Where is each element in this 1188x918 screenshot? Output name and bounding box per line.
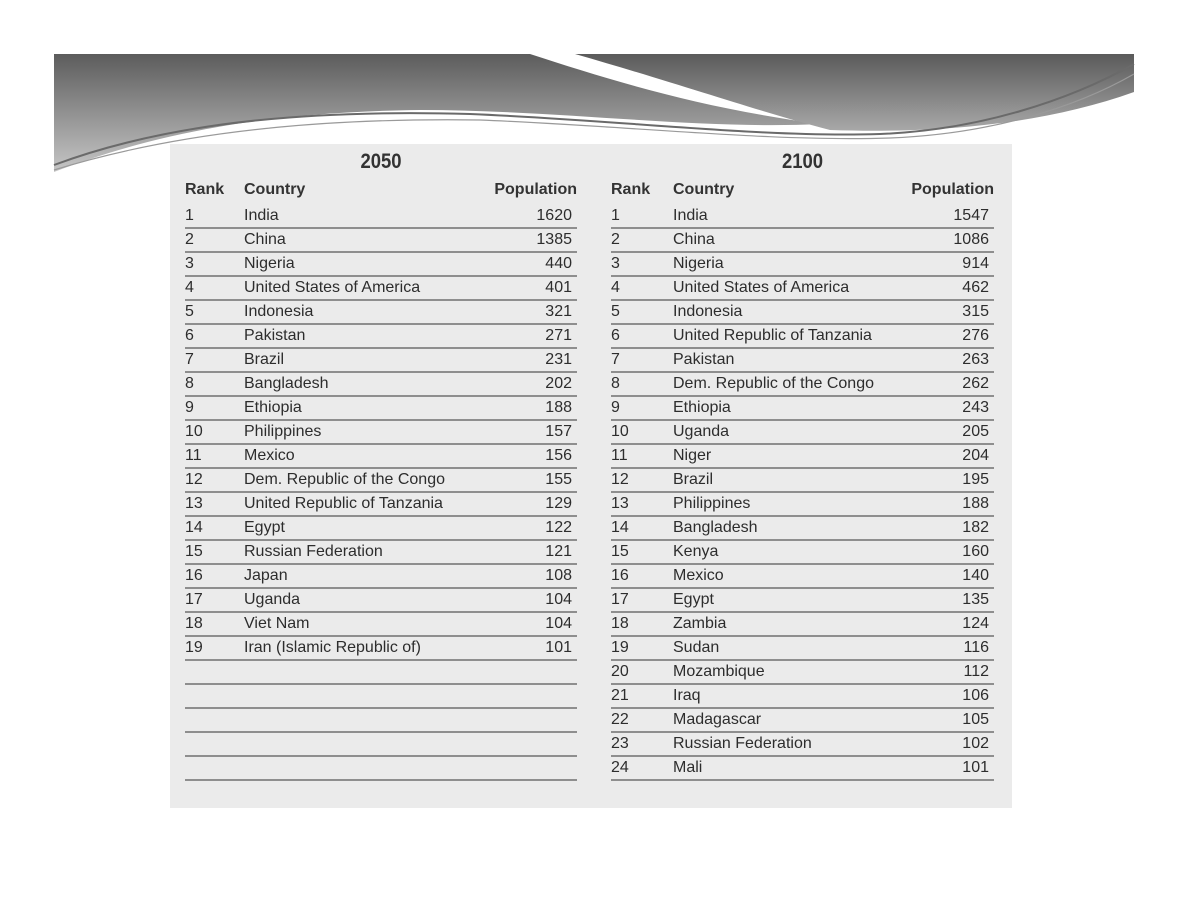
population-cell: 462: [962, 279, 989, 296]
table-row: [185, 469, 577, 493]
rank-cell: 7: [611, 351, 620, 368]
table-row: [185, 445, 577, 469]
table-row: [611, 613, 994, 637]
rank-cell: 15: [611, 543, 629, 560]
country-cell: United Republic of Tanzania: [673, 327, 872, 344]
header-population: Population: [494, 181, 577, 198]
rank-cell: 2: [185, 231, 194, 248]
population-cell: 104: [545, 591, 572, 608]
population-cell: 104: [545, 615, 572, 632]
rank-cell: 13: [611, 495, 629, 512]
population-cell: 102: [962, 735, 989, 752]
table-row: [185, 301, 577, 325]
rank-cell: 8: [611, 375, 620, 392]
rank-cell: 6: [185, 327, 194, 344]
table-row: [185, 517, 577, 541]
rank-cell: 7: [185, 351, 194, 368]
year-title-2100: 2100: [781, 150, 824, 173]
population-cell: 204: [962, 447, 989, 464]
table-row: [611, 277, 994, 301]
rank-cell: 13: [185, 495, 203, 512]
population-cell: 182: [962, 519, 989, 536]
population-cell: 262: [962, 375, 989, 392]
table-row: [611, 757, 994, 781]
table-row: [611, 637, 994, 661]
rank-cell: 14: [611, 519, 629, 536]
country-cell: Philippines: [673, 495, 751, 512]
rank-cell: 9: [185, 399, 194, 416]
rank-cell: 24: [611, 759, 629, 776]
rank-cell: 4: [185, 279, 194, 296]
population-cell: 202: [545, 375, 572, 392]
population-cell: 106: [962, 687, 989, 704]
rank-cell: 18: [185, 615, 203, 632]
country-cell: Mexico: [673, 567, 724, 584]
population-cell: 1086: [953, 231, 989, 248]
country-cell: Mexico: [244, 447, 295, 464]
rank-cell: 20: [611, 663, 629, 680]
country-cell: Zambia: [673, 615, 727, 632]
population-cell: 315: [962, 303, 989, 320]
table-row: [611, 565, 994, 589]
rank-cell: 17: [611, 591, 629, 608]
country-cell: United States of America: [244, 279, 421, 296]
rows-2100: [611, 205, 994, 781]
rank-cell: 21: [611, 687, 629, 704]
table-row: [611, 517, 994, 541]
country-cell: Pakistan: [673, 351, 735, 368]
rank-cell: 8: [185, 375, 194, 392]
country-cell: India: [244, 207, 279, 224]
table-row: [611, 709, 994, 733]
table-row: [185, 637, 577, 661]
country-cell: Nigeria: [673, 255, 724, 272]
country-cell: Bangladesh: [673, 519, 758, 536]
rank-cell: 4: [611, 279, 620, 296]
year-title-2050: 2050: [360, 150, 402, 173]
country-cell: Niger: [673, 447, 712, 464]
population-table-panel: [170, 144, 1012, 808]
table-header-2100: [611, 182, 994, 204]
table-row: [185, 229, 577, 253]
table-row: [611, 229, 994, 253]
population-cell: 124: [962, 615, 989, 632]
rank-cell: 10: [611, 423, 629, 440]
country-cell: Philippines: [244, 423, 322, 440]
rank-cell: 3: [611, 255, 620, 272]
header-country: Country: [244, 181, 306, 198]
country-cell: Mozambique: [673, 663, 765, 680]
country-cell: Brazil: [244, 351, 285, 368]
table-row: [185, 541, 577, 565]
table-row: [185, 493, 577, 517]
population-cell: 231: [545, 351, 572, 368]
country-cell: Nigeria: [244, 255, 295, 272]
country-cell: Madagascar: [673, 711, 762, 728]
table-row: [611, 685, 994, 709]
table-row: [185, 421, 577, 445]
population-cell: 155: [545, 471, 572, 488]
country-cell: United Republic of Tanzania: [244, 495, 443, 512]
rank-cell: 19: [185, 639, 203, 656]
country-cell: Pakistan: [244, 327, 306, 344]
rank-cell: 10: [185, 423, 203, 440]
header-rank: Rank: [185, 181, 225, 198]
country-cell: China: [244, 231, 286, 248]
rank-cell: 9: [611, 399, 620, 416]
table-row: [185, 277, 577, 301]
country-cell: Viet Nam: [244, 615, 310, 632]
population-cell: 276: [962, 327, 989, 344]
rank-cell: 11: [185, 447, 202, 464]
table-row: [185, 661, 577, 685]
population-cell: 105: [962, 711, 989, 728]
table-row: [185, 253, 577, 277]
country-cell: Egypt: [673, 591, 714, 608]
country-cell: Uganda: [673, 423, 730, 440]
table-row: [185, 685, 577, 709]
table-row: [611, 469, 994, 493]
table-row: [611, 589, 994, 613]
table-header-2050: [185, 182, 577, 204]
country-cell: Iran (Islamic Republic of): [244, 639, 421, 656]
table-row: [185, 757, 577, 781]
rank-cell: 16: [611, 567, 629, 584]
table-row: [611, 397, 994, 421]
table-row: [611, 733, 994, 757]
rank-cell: 19: [611, 639, 629, 656]
population-cell: 188: [545, 399, 572, 416]
table-row: [185, 589, 577, 613]
rank-cell: 23: [611, 735, 629, 752]
population-cell: 263: [962, 351, 989, 368]
population-cell: 914: [962, 255, 989, 272]
country-cell: Dem. Republic of the Congo: [673, 375, 874, 392]
population-cell: 101: [962, 759, 989, 776]
table-row: [611, 421, 994, 445]
country-cell: Brazil: [673, 471, 714, 488]
population-cell: 160: [962, 543, 989, 560]
country-cell: Indonesia: [673, 303, 743, 320]
table-row: [611, 253, 994, 277]
population-cell: 205: [962, 423, 989, 440]
population-cell: 129: [545, 495, 572, 512]
rank-cell: 12: [611, 471, 629, 488]
table-row: [611, 445, 994, 469]
country-cell: Mali: [673, 759, 703, 776]
rank-cell: 12: [185, 471, 203, 488]
table-row: [611, 205, 994, 229]
rank-cell: 5: [185, 303, 194, 320]
population-cell: 116: [963, 639, 989, 656]
table-row: [611, 493, 994, 517]
country-cell: Kenya: [673, 543, 719, 560]
table-row: [611, 349, 994, 373]
population-cell: 321: [545, 303, 572, 320]
rank-cell: 6: [611, 327, 620, 344]
table-row: [185, 349, 577, 373]
country-cell: China: [673, 231, 715, 248]
table-row: [185, 613, 577, 637]
population-cell: 112: [963, 663, 989, 680]
header-country: Country: [673, 181, 735, 198]
country-cell: Indonesia: [244, 303, 314, 320]
rank-cell: 2: [611, 231, 620, 248]
population-cell: 140: [962, 567, 989, 584]
country-cell: Japan: [244, 567, 288, 584]
population-cell: 1547: [953, 207, 989, 224]
country-cell: Sudan: [673, 639, 720, 656]
table-row: [185, 205, 577, 229]
population-cell: 440: [545, 255, 572, 272]
country-cell: Ethiopia: [673, 399, 731, 416]
population-cell: 108: [545, 567, 572, 584]
rank-cell: 14: [185, 519, 203, 536]
country-cell: Russian Federation: [673, 735, 812, 752]
table-row: [185, 565, 577, 589]
country-cell: Bangladesh: [244, 375, 329, 392]
country-cell: Egypt: [244, 519, 285, 536]
rank-cell: 1: [185, 207, 194, 224]
table-row: [611, 325, 994, 349]
table-row: [185, 397, 577, 421]
population-cell: 271: [545, 327, 572, 344]
rows-2050: [185, 205, 577, 781]
population-cell: 1385: [536, 231, 572, 248]
rank-cell: 22: [611, 711, 629, 728]
table-row: [611, 661, 994, 685]
table-row: [611, 301, 994, 325]
rank-cell: 17: [185, 591, 203, 608]
population-cell: 243: [962, 399, 989, 416]
country-cell: Ethiopia: [244, 399, 302, 416]
table-row: [185, 709, 577, 733]
table-row: [185, 373, 577, 397]
population-cell: 122: [545, 519, 572, 536]
population-cell: 101: [545, 639, 572, 656]
rank-cell: 18: [611, 615, 629, 632]
rank-cell: 1: [611, 207, 620, 224]
table-row: [185, 733, 577, 757]
rank-cell: 3: [185, 255, 194, 272]
country-cell: Dem. Republic of the Congo: [244, 471, 445, 488]
population-cell: 188: [962, 495, 989, 512]
population-cell: 157: [545, 423, 572, 440]
population-cell: 135: [962, 591, 989, 608]
population-cell: 195: [962, 471, 989, 488]
population-cell: 156: [545, 447, 572, 464]
table-row: [611, 541, 994, 565]
country-cell: Uganda: [244, 591, 301, 608]
country-cell: India: [673, 207, 708, 224]
rank-cell: 5: [611, 303, 620, 320]
table-row: [611, 373, 994, 397]
header-population: Population: [911, 181, 994, 198]
country-cell: Iraq: [673, 687, 701, 704]
population-cell: 121: [545, 543, 572, 560]
population-cell: 1620: [536, 207, 572, 224]
rank-cell: 16: [185, 567, 203, 584]
header-rank: Rank: [611, 181, 651, 198]
table-row: [185, 325, 577, 349]
rank-cell: 11: [611, 447, 628, 464]
population-cell: 401: [545, 279, 572, 296]
rank-cell: 15: [185, 543, 203, 560]
country-cell: Russian Federation: [244, 543, 383, 560]
country-cell: United States of America: [673, 279, 850, 296]
